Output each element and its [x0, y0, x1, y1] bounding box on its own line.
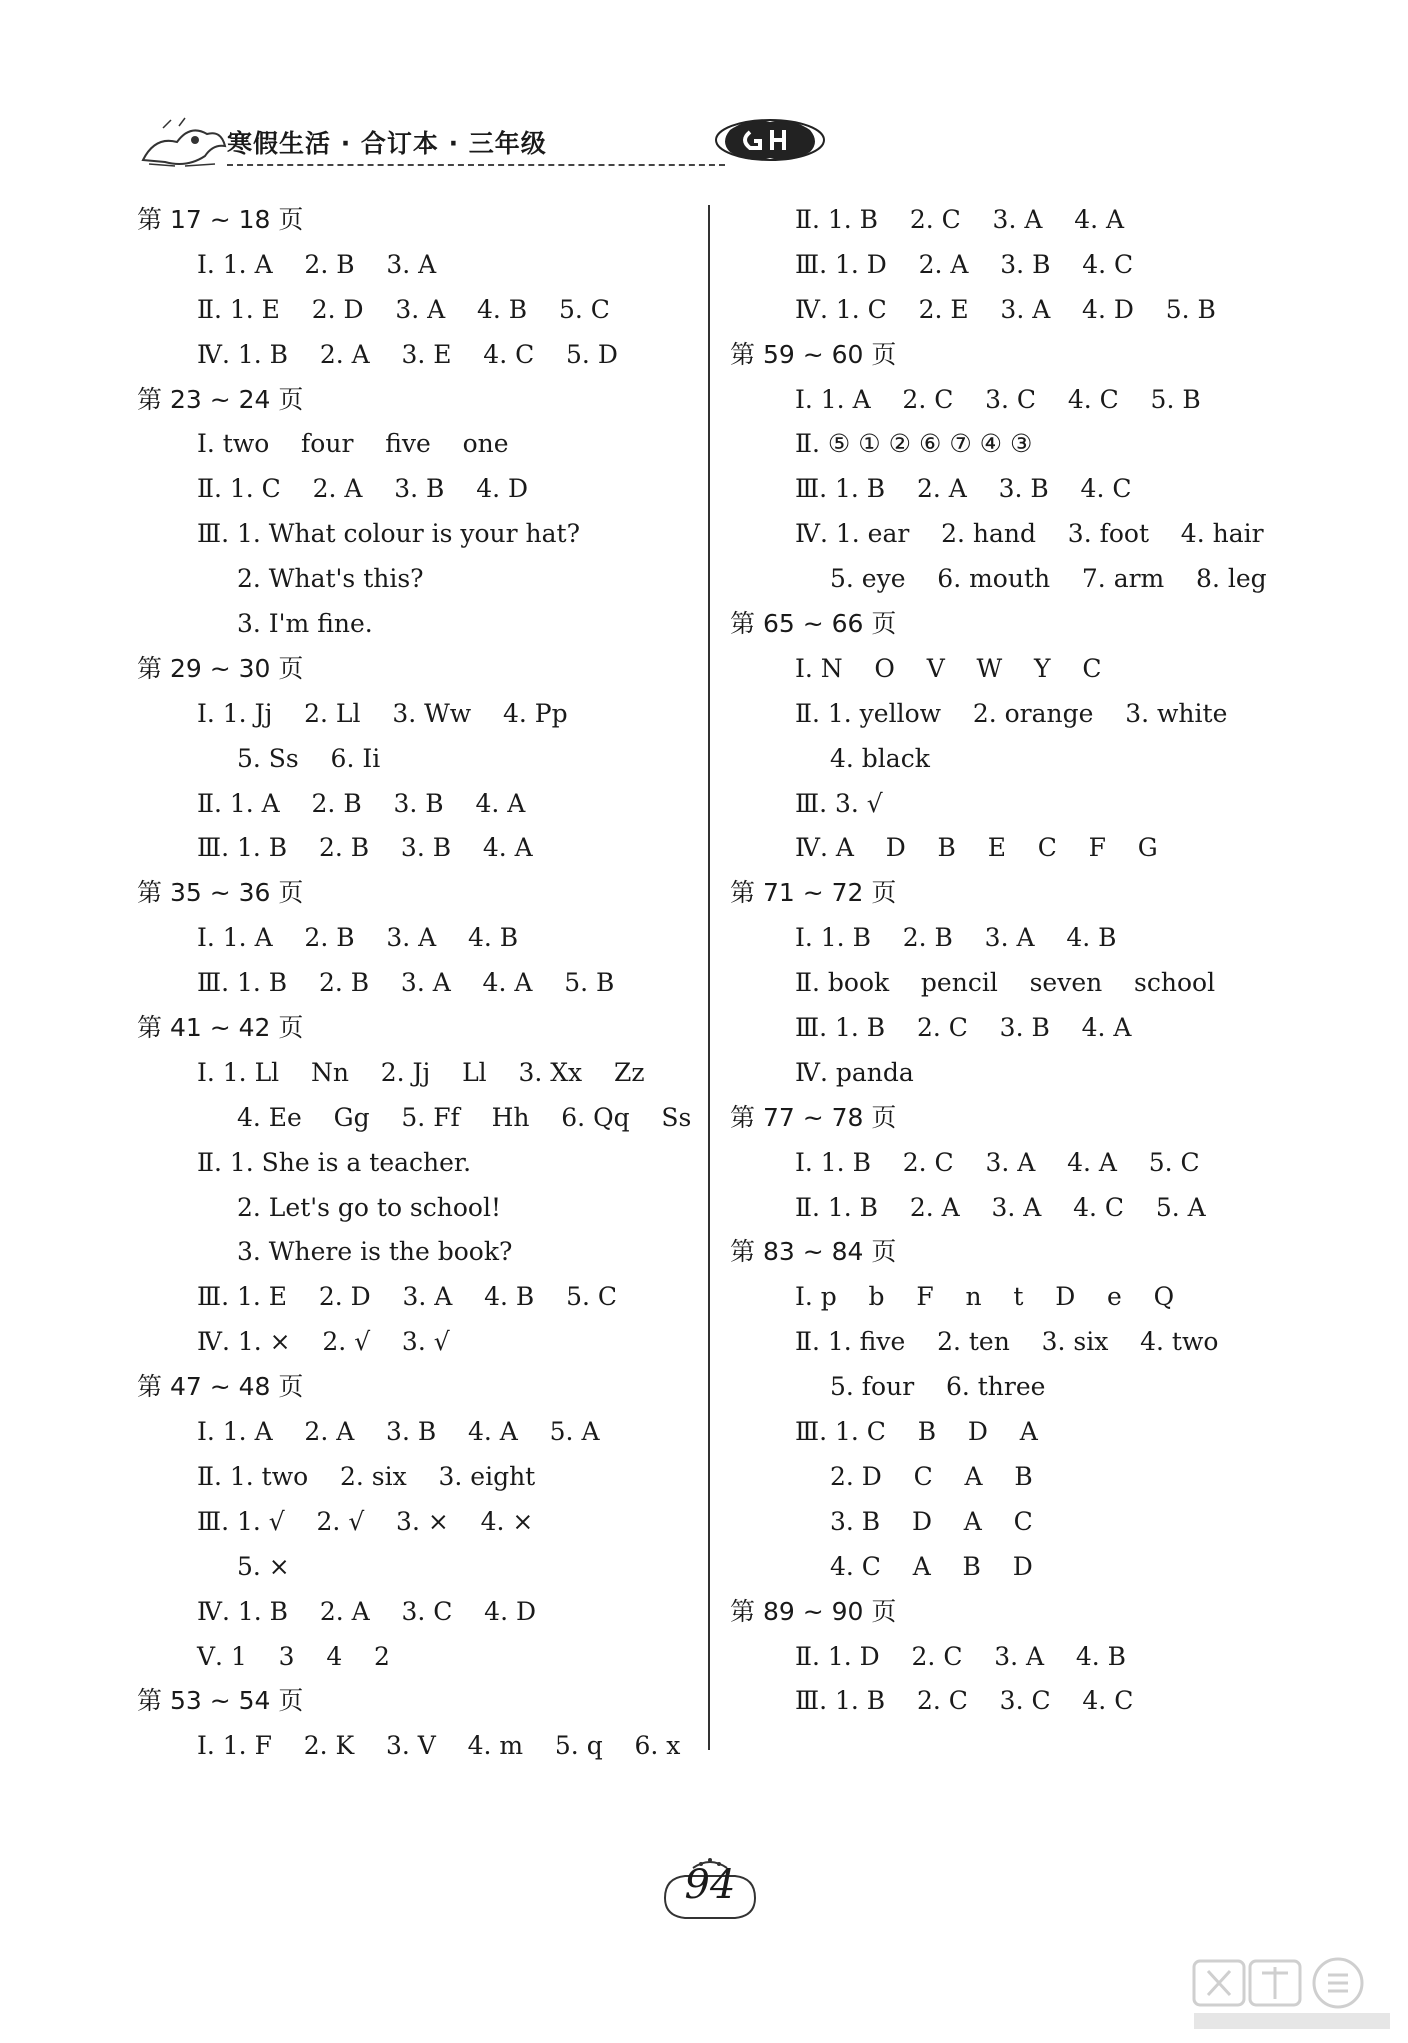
page-range-heading: 第 71 ~ 72 页	[730, 878, 897, 908]
page-range-heading: 第 29 ~ 30 页	[137, 653, 304, 683]
answer-line: 5. four 6. three	[830, 1372, 1046, 1402]
answer-line: Ⅲ. 1. B 2. B 3. A 4. A 5. B	[197, 968, 615, 998]
page-range-heading: 第 17 ~ 18 页	[137, 205, 304, 234]
answer-line: 4. Ee Gg 5. Ff Hh 6. Qq Ss	[237, 1102, 692, 1132]
answer-line: Ⅳ. 1. B 2. A 3. E 4. C 5. D	[197, 339, 618, 369]
page-range-heading: 第 89 ~ 90 页	[730, 1596, 897, 1626]
answer-line: Ⅳ. 1. B 2. A 3. C 4. D	[197, 1596, 537, 1626]
answer-line: Ⅰ. 1. Jj 2. Ll 3. Ww 4. Pp	[197, 698, 568, 728]
answer-line: Ⅰ. two four five one	[197, 429, 509, 459]
page-range-heading: 第 35 ~ 36 页	[137, 878, 304, 908]
page-range-heading: 第 53 ~ 54 页	[137, 1686, 304, 1716]
answer-line: 3. B D A C	[830, 1506, 1033, 1536]
answer-line: 3. Where is the book?	[237, 1237, 513, 1267]
page-range-heading: 第 65 ~ 66 页	[730, 609, 897, 639]
answer-line: Ⅴ. 1 3 4 2	[197, 1641, 390, 1671]
answer-line: Ⅲ. 1. B 2. B 3. B 4. A	[197, 833, 533, 863]
answer-line: Ⅱ. 1. A 2. B 3. B 4. A	[197, 788, 526, 818]
answer-line: 4. C A B D	[830, 1551, 1033, 1581]
page-range-heading: 第 59 ~ 60 页	[730, 339, 897, 369]
answer-line: Ⅰ. N O V W Y C	[795, 653, 1102, 683]
page-range-heading: 第 47 ~ 48 页	[137, 1372, 304, 1402]
page-range-heading: 第 41 ~ 42 页	[137, 1013, 304, 1043]
page-range-heading: 第 83 ~ 84 页	[730, 1237, 897, 1267]
answer-line: Ⅱ. 1. yellow 2. orange 3. white	[795, 698, 1228, 728]
answer-line: Ⅲ. 1. C B D A	[795, 1417, 1038, 1447]
answer-line: Ⅰ. 1. F 2. K 3. V 4. m 5. q 6. x	[197, 1731, 681, 1761]
answer-line: 3. I'm fine.	[237, 609, 373, 639]
answer-line: Ⅲ. 1. B 2. C 3. B 4. A	[795, 1013, 1132, 1043]
page-header	[135, 112, 695, 174]
answer-line: Ⅱ. 1. B 2. C 3. A 4. A	[795, 205, 1125, 234]
page-range-heading: 第 77 ~ 78 页	[730, 1102, 897, 1132]
answer-line: Ⅱ. 1. five 2. ten 3. six 4. two	[795, 1327, 1219, 1357]
answer-line: 5. Ss 6. Ii	[237, 743, 381, 773]
answer-line: 5. ×	[237, 1551, 290, 1581]
page-range-heading: 第 23 ~ 24 页	[137, 384, 304, 414]
answer-line: Ⅰ. 1. A 2. B 3. A	[197, 249, 437, 279]
header-underline	[227, 164, 725, 166]
cartoon-logo-icon	[135, 116, 230, 170]
answer-line: Ⅰ. 1. B 2. C 3. A 4. A 5. C	[795, 1147, 1200, 1177]
answer-line: Ⅱ. 1. B 2. A 3. A 4. C 5. A	[795, 1192, 1206, 1222]
right-answer-column	[730, 198, 1330, 1724]
answer-line: Ⅲ. 1. B 2. A 3. B 4. C	[795, 474, 1132, 504]
answer-line: 4. black	[830, 743, 930, 773]
answer-line: 2. Let's go to school!	[237, 1192, 502, 1222]
answer-line: Ⅱ. book pencil seven school	[795, 968, 1216, 998]
answer-line: Ⅲ. 1. B 2. C 3. C 4. C	[795, 1686, 1134, 1716]
answer-line: Ⅲ. 1. What colour is your hat?	[197, 519, 580, 549]
answer-line: Ⅱ. 1. C 2. A 3. B 4. D	[197, 474, 529, 504]
answer-line: Ⅳ. panda	[795, 1057, 914, 1087]
left-answer-column	[137, 198, 697, 1769]
answer-line: Ⅲ. 1. √ 2. √ 3. × 4. ×	[197, 1506, 534, 1536]
answer-line: Ⅲ. 1. E 2. D 3. A 4. B 5. C	[197, 1282, 617, 1312]
answer-line: Ⅰ. 1. A 2. A 3. B 4. A 5. A	[197, 1417, 600, 1447]
answer-line: Ⅱ. 1. E 2. D 3. A 4. B 5. C	[197, 294, 610, 324]
answer-line: Ⅰ. 1. Ll Nn 2. Jj Ll 3. Xx Zz	[197, 1057, 645, 1087]
answer-line: Ⅳ. 1. ear 2. hand 3. foot 4. hair	[795, 519, 1264, 549]
watermark-logo-icon	[1188, 1953, 1398, 2033]
answer-line: Ⅱ. 1. She is a teacher.	[197, 1147, 472, 1177]
answer-line: Ⅳ. 1. C 2. E 3. A 4. D 5. B	[795, 294, 1216, 324]
answer-line: 2. D C A B	[830, 1461, 1033, 1491]
book-title: 寒假生活 · 合订本 · 三年级	[227, 129, 547, 158]
answer-line: Ⅱ. ⑤ ① ② ⑥ ⑦ ④ ③	[795, 429, 1033, 459]
answer-line: Ⅳ. A D B E C F G	[795, 833, 1158, 863]
answer-line: 2. What's this?	[237, 564, 424, 594]
brand-logo-icon	[710, 112, 830, 168]
column-divider	[708, 205, 710, 1750]
answer-line: Ⅱ. 1. D 2. C 3. A 4. B	[795, 1641, 1127, 1671]
answer-line: 5. eye 6. mouth 7. arm 8. leg	[830, 564, 1267, 594]
answer-line: Ⅰ. 1. A 2. B 3. A 4. B	[197, 923, 519, 953]
answer-line: Ⅰ. 1. A 2. C 3. C 4. C 5. B	[795, 384, 1201, 414]
answer-line: Ⅲ. 1. D 2. A 3. B 4. C	[795, 249, 1134, 279]
page-number: 94	[684, 1862, 736, 1908]
answer-line: Ⅰ. p b F n t D e Q	[795, 1282, 1175, 1312]
answer-line: Ⅱ. 1. two 2. six 3. eight	[197, 1461, 536, 1491]
page-number-badge	[655, 1850, 765, 1930]
answer-line: Ⅲ. 3. √	[795, 788, 883, 818]
answer-line: Ⅰ. 1. B 2. B 3. A 4. B	[795, 923, 1117, 953]
answer-line: Ⅳ. 1. × 2. √ 3. √	[197, 1327, 450, 1357]
